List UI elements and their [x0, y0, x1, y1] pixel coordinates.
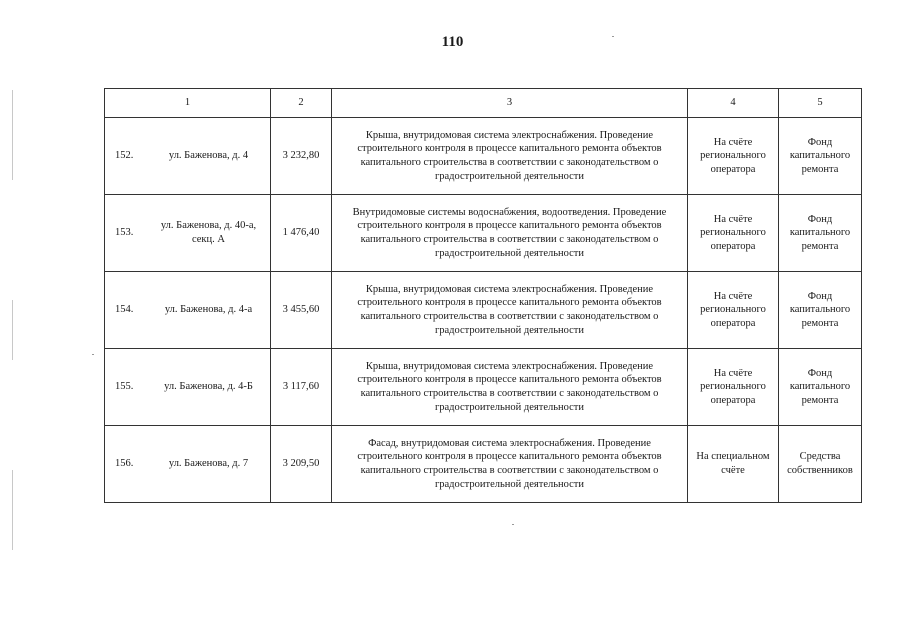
scan-artifact — [12, 470, 13, 550]
row-number: 155. — [115, 381, 134, 393]
row-number: 152. — [115, 150, 134, 162]
account-cell: На специальном счёте — [688, 426, 779, 503]
address-cell — [105, 426, 271, 503]
row-number: 156. — [115, 458, 134, 470]
table-row — [105, 118, 862, 195]
fund-cell: Фонд капитального ремонта — [779, 195, 862, 272]
header-row — [105, 89, 862, 118]
address-cell — [105, 195, 271, 272]
table-row — [105, 426, 862, 503]
table-row — [105, 272, 862, 349]
account-cell: На счёте регионального оператора — [688, 118, 779, 195]
account-cell: На счёте регионального оператора — [688, 195, 779, 272]
address-cell — [105, 118, 271, 195]
address: ул. Баженова, д. 7 — [168, 458, 249, 470]
area-cell: 3 209,50 — [271, 426, 332, 503]
works-cell: Крыша, внутридомовая система электроснабжения. Проведение строительного контроля в процессе капитального ремонта объектов капитального строительства в соответствии с законодательством о градостроительной деятельности — [332, 349, 688, 426]
scan-artifact — [12, 300, 13, 360]
works-cell: Внутридомовые системы водоснабжения, водоотведения. Проведение строительного контроля в процессе капитального ремонта объектов капитального строительства в соответствии с законодательством о градостроительной деятельности — [332, 195, 688, 272]
address: ул. Баженова, д. 4-а — [164, 304, 253, 316]
header-col-1: 1 — [105, 89, 271, 118]
works-cell: Крыша, внутридомовая система электроснабжения. Проведение строительного контроля в процессе капитального ремонта объектов капитального строительства в соответствии с законодательством о градостроительной деятельности — [332, 272, 688, 349]
address-cell — [105, 272, 271, 349]
area-cell: 3 232,80 — [271, 118, 332, 195]
area-cell: 3 455,60 — [271, 272, 332, 349]
scan-artifact — [92, 354, 94, 355]
header-col-2: 2 — [271, 89, 332, 118]
fund-cell: Средства собственников — [779, 426, 862, 503]
account-cell: На счёте регионального оператора — [688, 272, 779, 349]
area-cell: 3 117,60 — [271, 349, 332, 426]
table-row — [105, 195, 862, 272]
header-col-4: 4 — [688, 89, 779, 118]
address: ул. Баженова, д. 4-Б — [164, 381, 253, 393]
repair-table — [104, 88, 862, 503]
works-cell: Крыша, внутридомовая система электроснабжения. Проведение строительного контроля в процессе капитального ремонта объектов капитального строительства в соответствии с законодательством о градостроительной деятельности — [332, 118, 688, 195]
fund-cell: Фонд капитального ремонта — [779, 349, 862, 426]
scan-artifact — [12, 90, 13, 180]
scan-artifact — [512, 524, 514, 525]
page-number: 110 — [441, 34, 464, 50]
fund-cell: Фонд капитального ремонта — [779, 272, 862, 349]
fund-cell: Фонд капитального ремонта — [779, 118, 862, 195]
address-cell — [105, 349, 271, 426]
works-cell: Фасад, внутридомовая система электроснабжения. Проведение строительного контроля в процессе капитального ремонта объектов капитального строительства в соответствии с законодательством о градостроительной деятельности — [332, 426, 688, 503]
address: ул. Баженова, д. 4 — [168, 150, 249, 162]
row-number: 154. — [115, 304, 134, 316]
area-cell: 1 476,40 — [271, 195, 332, 272]
header-col-5: 5 — [779, 89, 862, 118]
account-cell: На счёте регионального оператора — [688, 349, 779, 426]
row-number: 153. — [115, 227, 134, 239]
header-col-3: 3 — [332, 89, 688, 118]
address: ул. Баженова, д. 40-а, секц. А — [160, 220, 257, 245]
table-row — [105, 349, 862, 426]
